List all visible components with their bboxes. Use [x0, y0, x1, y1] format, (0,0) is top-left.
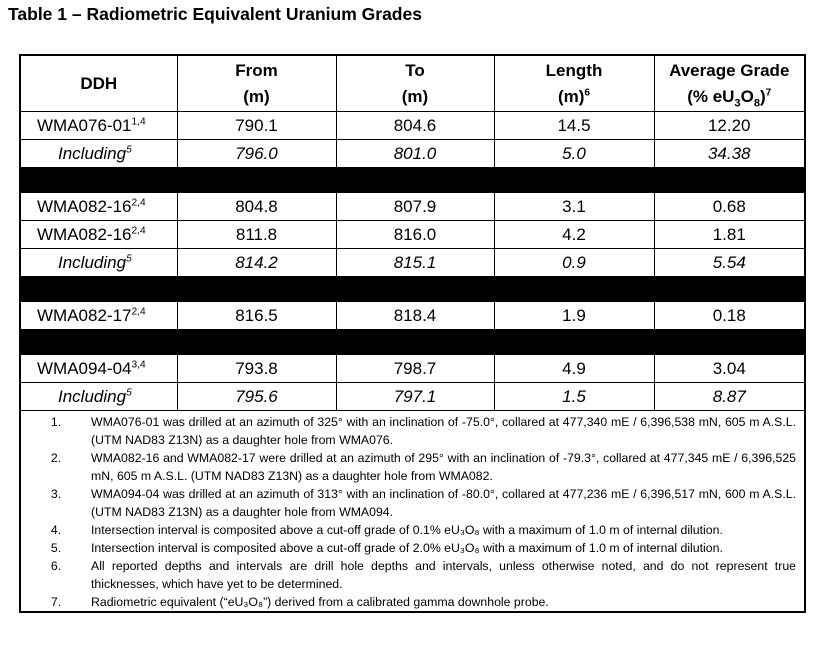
length-cell: 0.9: [494, 249, 654, 277]
uranium-grades-table: [19, 54, 806, 613]
from-cell: 796.0: [177, 140, 336, 168]
footnote: 1. WMA076-01 was drilled at an azimuth of 325° with an inclination of -75.0°, collared at 477,340 mE / 6,396,538 mN, 605 m A.S.L. (UTM NAD83 Z13N) as a daughter hole from WMA076.: [50, 415, 796, 447]
grade-cell: 34.38: [654, 140, 805, 168]
grade-cell: 0.68: [654, 193, 805, 221]
ddh-cell: Including$^5$: [20, 140, 177, 168]
footnote: 7. Radiometric equivalent (“eU₃O₈”) derived from a calibrated gamma downhole probe.: [50, 595, 549, 609]
from-cell: 790.1: [177, 112, 336, 140]
table-title: Table 1 – Radiometric Equivalent Uranium Grades: [8, 4, 422, 24]
ddh-cell: WMA076-01$^{1,4}$: [20, 112, 177, 140]
table-row: [20, 355, 805, 383]
from-cell: 816.5: [177, 302, 336, 330]
table-row: [20, 221, 805, 249]
header-to: To (m): [336, 55, 494, 112]
grade-cell: 12.20: [654, 112, 805, 140]
table-row: [20, 302, 805, 330]
table-row: [20, 112, 805, 140]
length-cell: 14.5: [494, 112, 654, 140]
from-cell: 811.8: [177, 221, 336, 249]
to-cell: 807.9: [336, 193, 494, 221]
ddh-cell: Including$^5$: [20, 249, 177, 277]
ddh-cell: WMA082-17$^{2,4}$: [20, 302, 177, 330]
grade-cell: 3.04: [654, 355, 805, 383]
footnote: 3. WMA094-04 was drilled at an azimuth of 313° with an inclination of -80.0°, collared at 477,236 mE / 6,396,517 mN, 600 m A.S.L. (UTM NAD83 Z13N) as a daughter hole from WMA094.: [50, 487, 796, 519]
header-length: Length $(m)^6$: [494, 55, 654, 112]
from-cell: 814.2: [177, 249, 336, 277]
to-cell: 798.7: [336, 355, 494, 383]
table-row: [20, 249, 805, 277]
length-cell: 1.5: [494, 383, 654, 411]
from-cell: 793.8: [177, 355, 336, 383]
header-ddh: DDH: [20, 55, 177, 112]
to-cell: 815.1: [336, 249, 494, 277]
separator-row: [20, 277, 805, 302]
from-cell: 804.8: [177, 193, 336, 221]
footnote: 5. Intersection interval is composited above a cut-off grade of 2.0% eU₃O₈ with a maximum of 1.0 m of internal dilution.: [50, 541, 723, 555]
table-row: [20, 383, 805, 411]
ddh-cell: WMA082-16$^{2,4}$: [20, 193, 177, 221]
length-cell: 3.1: [494, 193, 654, 221]
grade-cell: 8.87: [654, 383, 805, 411]
from-cell: 795.6: [177, 383, 336, 411]
footnote: 2. WMA082-16 and WMA082-17 were drilled at an azimuth of 295° with an inclination of -79.3°, collared at 477,345 mE / 6,396,525 mN, 605 m A.S.L. (UTM NAD83 Z13N) as a daughter hole from WMA082.: [50, 451, 796, 483]
grade-cell: 5.54: [654, 249, 805, 277]
length-cell: 4.9: [494, 355, 654, 383]
grade-cell: 0.18: [654, 302, 805, 330]
length-cell: 5.0: [494, 140, 654, 168]
table-row: [20, 140, 805, 168]
footnotes-row: [20, 411, 805, 613]
length-cell: 1.9: [494, 302, 654, 330]
ddh-cell: Including$^5$: [20, 383, 177, 411]
ddh-cell: WMA082-16$^{2,4}$: [20, 221, 177, 249]
to-cell: 804.6: [336, 112, 494, 140]
length-cell: 4.2: [494, 221, 654, 249]
footnote: 6. All reported depths and intervals are drill hole depths and intervals, unless otherwise noted, and do not represent true thicknesses, which have yet to be determined.: [50, 559, 796, 591]
header-average-grade: Average Grade (% $eU_3O_8)^7$: [654, 55, 805, 112]
to-cell: 797.1: [336, 383, 494, 411]
grade-cell: 1.81: [654, 221, 805, 249]
table-row: [20, 193, 805, 221]
header-from: From (m): [177, 55, 336, 112]
separator-row: [20, 330, 805, 355]
to-cell: 816.0: [336, 221, 494, 249]
footnotes: [20, 411, 805, 613]
separator-row: [20, 168, 805, 193]
to-cell: 801.0: [336, 140, 494, 168]
footnote: 4. Intersection interval is composited above a cut-off grade of 0.1% eU₃O₈ with a maximum of 1.0 m of internal dilution.: [50, 523, 723, 537]
to-cell: 818.4: [336, 302, 494, 330]
header-row: [20, 55, 805, 112]
ddh-cell: WMA094-04$^{3,4}$: [20, 355, 177, 383]
